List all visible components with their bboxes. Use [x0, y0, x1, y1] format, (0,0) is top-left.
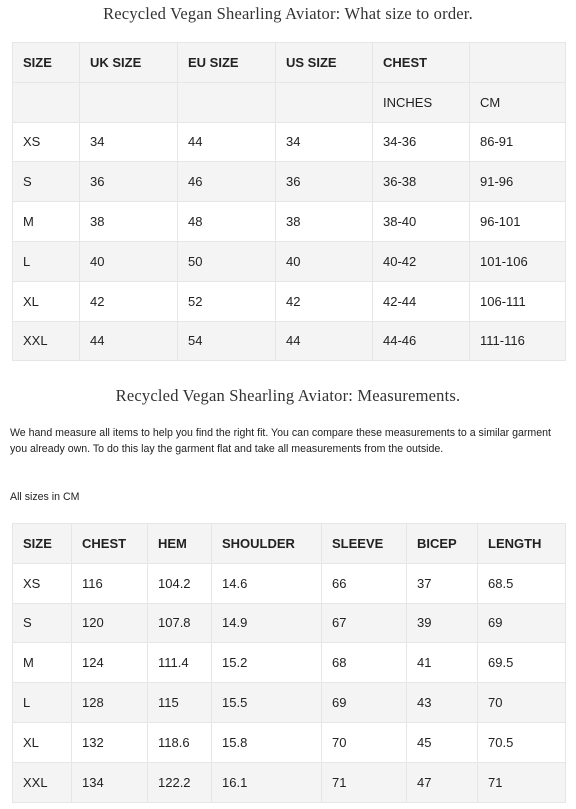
header-cell: CHEST [72, 524, 148, 564]
table-cell: 14.9 [212, 603, 322, 643]
header-cell: SIZE [13, 43, 80, 83]
table-cell: 46 [178, 162, 276, 202]
table-cell: 39 [407, 603, 478, 643]
table-row [13, 281, 566, 321]
table-cell: S [13, 603, 72, 643]
table-cell: 124 [72, 643, 148, 683]
table-cell: L [13, 683, 72, 723]
table-cell: 118.6 [148, 722, 212, 762]
table-cell: XXL [13, 321, 80, 361]
table-cell: 36-38 [373, 162, 470, 202]
subheader-cell [178, 82, 276, 122]
table-cell: 104.2 [148, 563, 212, 603]
table-cell: 107.8 [148, 603, 212, 643]
size-guide-header-row [13, 43, 566, 83]
table-cell: 44 [178, 122, 276, 162]
table-cell: 16.1 [212, 762, 322, 802]
table-cell: 101-106 [470, 241, 566, 281]
table-cell: 36 [276, 162, 373, 202]
header-cell: US SIZE [276, 43, 373, 83]
table-cell: 41 [407, 643, 478, 683]
table-cell: M [13, 202, 80, 242]
table-cell: 120 [72, 603, 148, 643]
table-cell: 69 [322, 683, 407, 723]
table-row [13, 122, 566, 162]
header-cell: SHOULDER [212, 524, 322, 564]
table-cell: 15.8 [212, 722, 322, 762]
table-cell: 38 [276, 202, 373, 242]
table-cell: 36 [80, 162, 178, 202]
subheader-cell: INCHES [373, 82, 470, 122]
table-cell: 69.5 [478, 643, 566, 683]
header-cell: UK SIZE [80, 43, 178, 83]
table-cell: 40 [276, 241, 373, 281]
table-cell: 54 [178, 321, 276, 361]
measurements-table [12, 523, 566, 803]
table-cell: 44 [276, 321, 373, 361]
table-cell: 34 [80, 122, 178, 162]
table-cell: 70 [478, 683, 566, 723]
table-row [13, 722, 566, 762]
table-cell: 115 [148, 683, 212, 723]
table-cell: XL [13, 281, 80, 321]
table-cell: 34 [276, 122, 373, 162]
table-row [13, 563, 566, 603]
subheader-cell [13, 82, 80, 122]
table-cell: S [13, 162, 80, 202]
table-row [13, 241, 566, 281]
header-cell: SIZE [13, 524, 72, 564]
table-cell: 43 [407, 683, 478, 723]
table-cell: 44-46 [373, 321, 470, 361]
table-cell: 96-101 [470, 202, 566, 242]
table-cell: XS [13, 563, 72, 603]
table-cell: 128 [72, 683, 148, 723]
table-cell: 70 [322, 722, 407, 762]
table-cell: 40-42 [373, 241, 470, 281]
table-cell: 48 [178, 202, 276, 242]
table-cell: L [13, 241, 80, 281]
table-row [13, 321, 566, 361]
table-cell: 122.2 [148, 762, 212, 802]
table-cell: 15.5 [212, 683, 322, 723]
header-cell [470, 43, 566, 83]
table-row [13, 202, 566, 242]
table-cell: XS [13, 122, 80, 162]
table-cell: 71 [322, 762, 407, 802]
measurements-title: Recycled Vegan Shearling Aviator: Measurements. [115, 386, 461, 405]
table-cell: 70.5 [478, 722, 566, 762]
header-cell: CHEST [373, 43, 470, 83]
table-row [13, 762, 566, 802]
table-row [13, 683, 566, 723]
size-guide-subheader-row [13, 82, 566, 122]
table-row [13, 162, 566, 202]
table-cell: XL [13, 722, 72, 762]
table-cell: 50 [178, 241, 276, 281]
table-cell: 86-91 [470, 122, 566, 162]
table-cell: 42-44 [373, 281, 470, 321]
table-cell: 111-116 [470, 321, 566, 361]
table-cell: 91-96 [470, 162, 566, 202]
subheader-cell [276, 82, 373, 122]
table-cell: 66 [322, 563, 407, 603]
table-cell: 106-111 [470, 281, 566, 321]
units-note: All sizes in CM [10, 491, 80, 503]
table-cell: 69 [478, 603, 566, 643]
table-cell: 132 [72, 722, 148, 762]
table-cell: 38-40 [373, 202, 470, 242]
table-cell: M [13, 643, 72, 683]
table-row [13, 643, 566, 683]
table-cell: 52 [178, 281, 276, 321]
table-cell: 67 [322, 603, 407, 643]
table-cell: 71 [478, 762, 566, 802]
table-cell: 134 [72, 762, 148, 802]
subheader-cell [80, 82, 178, 122]
measurements-intro: We hand measure all items to help you find the right fit. You can compare these measurements to a similar garment you already own. To do this lay the garment flat and take all measurements from the outside. [10, 427, 551, 455]
table-cell: 116 [72, 563, 148, 603]
table-cell: 14.6 [212, 563, 322, 603]
header-cell: SLEEVE [322, 524, 407, 564]
header-cell: EU SIZE [178, 43, 276, 83]
header-cell: BICEP [407, 524, 478, 564]
table-cell: 42 [276, 281, 373, 321]
table-cell: 44 [80, 321, 178, 361]
table-cell: 68 [322, 643, 407, 683]
table-cell: 68.5 [478, 563, 566, 603]
table-cell: 37 [407, 563, 478, 603]
measurements-header-row [13, 524, 566, 564]
table-cell: 42 [80, 281, 178, 321]
header-cell: LENGTH [478, 524, 566, 564]
table-cell: 47 [407, 762, 478, 802]
table-cell: 34-36 [373, 122, 470, 162]
table-cell: 38 [80, 202, 178, 242]
size-guide-title: Recycled Vegan Shearling Aviator: What size to order. [103, 4, 473, 23]
size-guide-table [12, 42, 566, 361]
table-cell: 40 [80, 241, 178, 281]
table-cell: 111.4 [148, 643, 212, 683]
subheader-cell: CM [470, 82, 566, 122]
table-cell: 45 [407, 722, 478, 762]
table-cell: XXL [13, 762, 72, 802]
table-cell: 15.2 [212, 643, 322, 683]
table-row [13, 603, 566, 643]
header-cell: HEM [148, 524, 212, 564]
